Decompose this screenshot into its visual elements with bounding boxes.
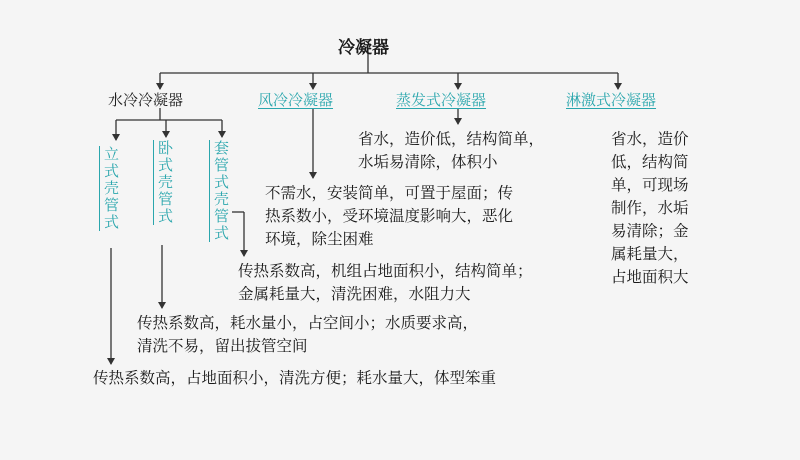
desc-line: 单，可现场 [611,176,689,194]
desc-line: 省水，造价 [611,130,689,148]
desc-casing-type [238,260,533,306]
desc-line: 传热系数高，占地面积小，清洗方便；耗水量大，体型笨重 [93,369,497,387]
desc-line: 制作，水垢 [611,199,689,217]
node-spray[interactable]: 淋激式冷凝器 [566,91,657,109]
desc-line: 省水，造价低，结构简单， [358,130,545,148]
desc-spray [611,128,689,289]
desc-horizontal-type [137,312,478,358]
desc-line: 清洗不易，留出拔管空间 [137,337,308,355]
desc-line: 不需水，安装简单，可置于屋面；传 [265,184,514,202]
desc-line: 环境，除尘困难 [265,230,374,248]
root-node-title: 冷凝器 [338,38,389,58]
desc-line: 热系数小，受环境温度影响大，恶化 [265,207,514,225]
desc-vertical-type [93,367,496,390]
desc-evaporative [358,128,544,174]
node-air-cooled[interactable]: 风冷冷凝器 [258,91,334,109]
node-casing-shell-tube[interactable]: 套管式壳管式 [212,140,230,242]
desc-line: 占地面积大 [611,268,689,286]
desc-line: 传热系数高，机组占地面积小，结构简单； [238,262,533,280]
desc-air-cooled [265,182,513,251]
desc-line: 易清除；金 [611,222,689,240]
node-evaporative[interactable]: 蒸发式冷凝器 [396,91,487,109]
node-water-cooled: 水冷冷凝器 [108,91,184,109]
desc-line: 属耗量大， [611,245,689,263]
desc-line: 金属耗量大，清洗困难，水阻力大 [238,285,471,303]
desc-line: 低，结构简 [611,153,689,171]
desc-line: 水垢易清除，体积小 [358,153,498,171]
desc-line: 传热系数高，耗水量小，占空间小；水质要求高， [137,314,479,332]
node-vertical-shell-tube[interactable]: 立式壳管式 [102,146,120,231]
node-horizontal-shell-tube[interactable]: 卧式壳管式 [156,140,174,225]
